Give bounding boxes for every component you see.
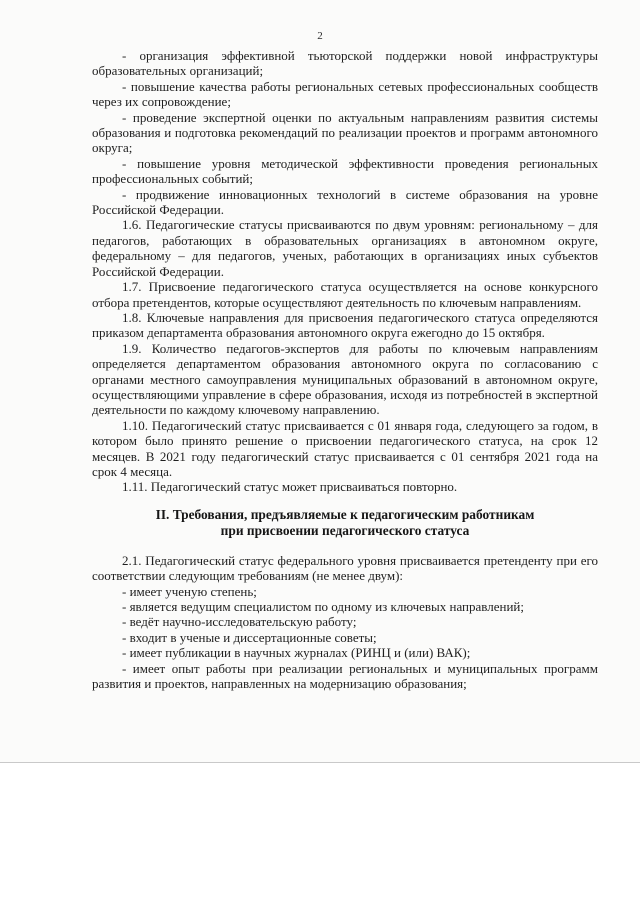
paragraph-tutor-support: - организация эффективной тьюторской поддержки новой инфраструктуры образовательных организаций; [92,48,598,79]
requirement-program-experience: - имеет опыт работы при реализации региональных и муниципальных программ развития и проектов, направленных на модернизацию образования; [92,660,598,692]
document-body [92,48,598,691]
paragraph-1-7: 1.7. Присвоение педагогического статуса осуществляется на основе конкурсного отбора претендентов, которые осуществляют деятельность по ключевым направлениям. [92,279,598,310]
page-number: 2 [317,30,323,42]
paragraph-1-9: 1.9. Количество педагогов-экспертов для работы по ключевым направлениям определяется департаментом образования автономного округа по согласованию с органами местного самоуправления муниципальных образований в автономном округе, осуществляющими управление в сфере образования, исходя из потребностей в экспертной деятельности по каждому ключевому направлению. [92,340,598,418]
blank-area [0,763,640,905]
requirement-leading-specialist: - является ведущим специалистом по одному из ключевых направлений; [122,599,524,614]
section-2 [92,507,598,692]
requirement-publications: - имеет публикации в научных журналах (РИНЦ и (или) ВАК); [122,645,471,661]
paragraph-1-8: 1.8. Ключевые направления для присвоения педагогического статуса определяются приказом департамента образования автономного округа ежегодно до 15 октября. [92,309,598,341]
paragraph-expert-assessment: - проведение экспертной оценки по актуальным направлениям развития системы образования и подготовка рекомендаций по реализации проектов и программ автономного округа; [92,109,598,156]
paragraph-1-11: 1.11. Педагогический статус может присваиваться повторно. [122,479,458,495]
section-2-heading [92,507,598,539]
paragraph-innovation-promotion: - продвижение инновационных технологий в системе образования на уровне Российской Федерации. [92,186,598,218]
paragraph-network-communities: - повышение качества работы региональных сетевых профессиональных сообществ через их сопровождение; [92,78,598,110]
section-2-heading-line-2: при присвоении педагогического статуса [220,522,470,538]
paragraph-2-1: 2.1. Педагогический статус федерального уровня присваивается претенденту при его соответствии следующим требованиям (не менее двум): [92,552,598,584]
requirement-councils: - входит в ученые и диссертационные советы; [122,629,377,645]
requirement-research-work: - ведёт научно-исследовательскую работу; [122,614,357,630]
paragraph-methodical-efficiency: - повышение уровня методической эффективности проведения региональных профессиональных событий; [92,155,598,187]
paragraph-1-10: 1.10. Педагогический статус присваивается с 01 января года, следующего за годом, в котором было принято решение о присвоении педагогического статуса, на срок 12 месяцев. В 2021 году педагогический статус присваивается с 01 сентября 2021 года на срок 4 месяца. [92,417,598,479]
requirement-academic-degree: - имеет ученую степень; [122,583,257,599]
paragraph-1-6: 1.6. Педагогические статусы присваиваются по двум уровням: региональному – для педагогов, работающих в образовательных организациях в автономном округе, федеральному – для педагогов, ученых, работающих в организациях иных субъектов Российской Федерации. [92,217,598,279]
section-2-heading-line-1: II. Требования, предъявляемые к педагогическим работникам [155,506,535,522]
